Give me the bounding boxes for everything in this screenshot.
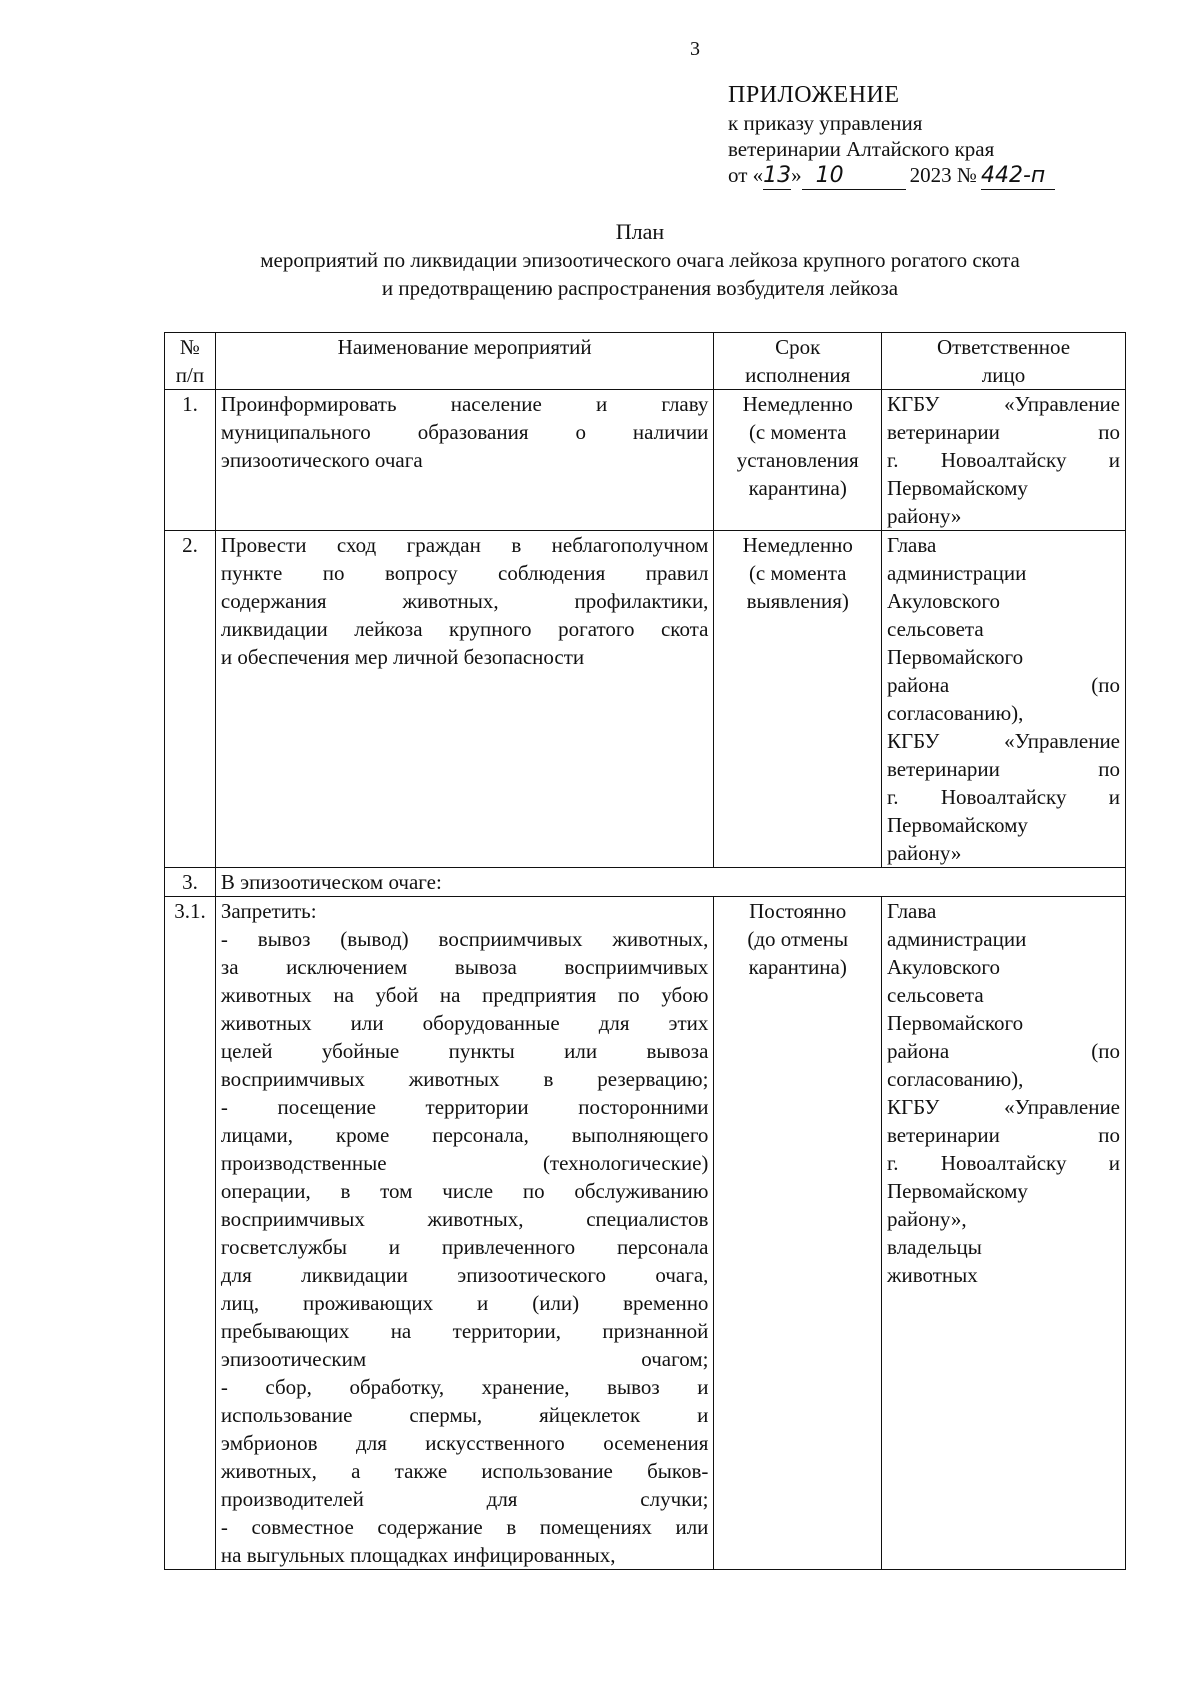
name-line: эпизоотического очага	[220, 448, 423, 472]
date-month: 10	[802, 163, 906, 190]
appendix-line-1: к приказу управления	[728, 111, 923, 135]
table-body	[165, 390, 1126, 1570]
name-line: - вывоз (вывод) восприимчивых животных,	[220, 927, 709, 951]
header-num	[165, 333, 216, 390]
term-line: Постоянно	[749, 899, 847, 923]
appendix-title: ПРИЛОЖЕНИЕ	[728, 82, 900, 108]
header-term	[714, 333, 882, 390]
resp-line: сельсовета	[887, 983, 984, 1007]
name-line: за исключением вывоза восприимчивых	[220, 955, 709, 979]
resp-line: Первомайскому	[887, 813, 1028, 837]
name-line: муниципального образования о наличии	[220, 420, 709, 444]
header-num-line-1: №	[179, 335, 200, 359]
name-line: для ликвидации эпизоотического очага,	[220, 1263, 709, 1287]
date-prefix: от «	[728, 163, 764, 187]
term-line: Немедленно	[742, 533, 853, 557]
resp-line: администрации	[887, 927, 1027, 951]
name-line: пункте по вопросу соблюдения правил	[220, 561, 709, 585]
name-line: ликвидации лейкоза крупного рогатого скота	[220, 617, 709, 641]
resp-line: Акуловского	[887, 955, 1000, 979]
deadline	[714, 897, 882, 1570]
table-header-row	[165, 333, 1126, 390]
resp-line: Первомайскому	[887, 476, 1028, 500]
responsible	[882, 390, 1126, 531]
resp-line: согласованию),	[887, 1067, 1024, 1091]
deadline	[714, 531, 882, 868]
appendix-line-2: ветеринарии Алтайского края	[728, 137, 995, 161]
order-number: 442-п	[981, 163, 1055, 190]
table-row	[165, 897, 1126, 1570]
name-line: использование спермы, яйцеклеток и	[220, 1403, 709, 1427]
header-resp-line-1: Ответственное	[936, 335, 1071, 359]
measure-name	[215, 897, 714, 1570]
term-line: карантина)	[748, 476, 847, 500]
name-line: восприимчивых животных в резервацию;	[220, 1067, 709, 1091]
plan-subtitle-line-1: мероприятий по ликвидации эпизоотического очага лейкоза крупного рогатого скота	[260, 248, 1020, 272]
page-number: 3	[690, 38, 700, 60]
table-row	[165, 390, 1126, 531]
resp-line: КГБУ «Управление	[887, 1095, 1120, 1119]
name-line: Запретить:	[220, 899, 317, 923]
row-number: 3.	[165, 868, 216, 897]
resp-line: г. Новоалтайску и	[887, 448, 1120, 472]
resp-line: района (по	[887, 1039, 1120, 1063]
name-line: на выгульных площадках инфицированных,	[220, 1543, 616, 1567]
name-line: лиц, проживающих и (или) временно	[220, 1291, 709, 1315]
resp-line: ветеринарии по	[887, 757, 1120, 781]
term-line: (до отмены	[747, 927, 849, 951]
resp-line: согласованию),	[887, 701, 1024, 725]
date-day: 13	[763, 163, 792, 188]
plan-subtitle-line-2: и предотвращению распространения возбудителя лейкоза	[381, 276, 899, 300]
resp-line: КГБУ «Управление	[887, 392, 1120, 416]
measure-name	[215, 390, 714, 531]
term-line: выявления)	[746, 589, 849, 613]
name-line: восприимчивых животных, специалистов	[220, 1207, 709, 1231]
name-line: пребывающих на территории, признанной	[220, 1319, 709, 1343]
resp-line: животных	[887, 1263, 978, 1287]
header-name: Наименование мероприятий	[215, 333, 714, 390]
resp-line: владельцы	[887, 1235, 982, 1259]
header-resp-line-2: лицо	[981, 363, 1026, 387]
resp-line: администрации	[887, 561, 1027, 585]
name-line: - сбор, обработку, хранение, вывоз и	[220, 1375, 709, 1399]
date-year: 2023 №	[909, 163, 977, 187]
section-title: В эпизоотическом очаге:	[215, 868, 1125, 897]
row-number: 2.	[165, 531, 216, 868]
resp-line: г. Новоалтайску и	[887, 1151, 1120, 1175]
resp-line: сельсовета	[887, 617, 984, 641]
name-line: производственные (технологические)	[220, 1151, 709, 1175]
name-line: эпизоотическим очагом;	[220, 1347, 709, 1371]
appendix-date-line	[728, 162, 1148, 190]
resp-line: района (по	[887, 673, 1120, 697]
responsible	[882, 531, 1126, 868]
name-line: Проинформировать население и главу	[220, 392, 709, 416]
name-line: лицами, кроме персонала, выполняющего	[220, 1123, 709, 1147]
name-line: Провести сход граждан в неблагополучном	[220, 533, 709, 557]
plan-heading	[160, 218, 1120, 302]
header-resp	[882, 333, 1126, 390]
resp-line: району»,	[887, 1207, 967, 1231]
plan-title: План	[615, 219, 665, 244]
header-num-line-2: п/п	[175, 363, 205, 387]
name-line: госветслужбы и привлеченного персонала	[220, 1235, 709, 1259]
term-line: установления	[736, 448, 859, 472]
term-line: карантина)	[748, 955, 847, 979]
name-line: животных или оборудованные для этих	[220, 1011, 709, 1035]
header-term-line-1: Срок	[775, 335, 821, 359]
plan-table	[164, 332, 1126, 1570]
name-line: животных, а также использование быков-	[220, 1459, 709, 1483]
resp-line: Глава	[887, 533, 937, 557]
measure-name	[215, 531, 714, 868]
table-row	[165, 531, 1126, 868]
name-line: - посещение территории посторонними	[220, 1095, 709, 1119]
resp-line: Первомайского	[887, 1011, 1024, 1035]
resp-line: ветеринарии по	[887, 1123, 1120, 1147]
deadline	[714, 390, 882, 531]
name-line: целей убойные пункты или вывоза	[220, 1039, 709, 1063]
date-mid: »	[791, 163, 802, 187]
responsible	[882, 897, 1126, 1570]
term-line: Немедленно	[742, 392, 853, 416]
name-line: и обеспечения мер личной безопасности	[220, 645, 585, 669]
name-line: операции, в том числе по обслуживанию	[220, 1179, 709, 1203]
name-line: содержания животных, профилактики,	[220, 589, 709, 613]
resp-line: г. Новоалтайску и	[887, 785, 1120, 809]
name-line: производителей для случки;	[220, 1487, 709, 1511]
term-line: (с момента	[748, 420, 847, 444]
row-number: 3.1.	[165, 897, 216, 1570]
term-line: (с момента	[748, 561, 847, 585]
resp-line: району»	[887, 504, 962, 528]
resp-line: району»	[887, 841, 962, 865]
name-line: - совместное содержание в помещениях или	[220, 1515, 709, 1539]
appendix-block	[728, 80, 1148, 190]
resp-line: КГБУ «Управление	[887, 729, 1120, 753]
name-line: животных на убой на предприятия по убою	[220, 983, 709, 1007]
name-line: эмбрионов для искусственного осеменения	[220, 1431, 709, 1455]
resp-line: ветеринарии по	[887, 420, 1120, 444]
table-row	[165, 868, 1126, 897]
header-term-line-2: исполнения	[745, 363, 851, 387]
resp-line: Акуловского	[887, 589, 1000, 613]
resp-line: Первомайского	[887, 645, 1024, 669]
resp-line: Глава	[887, 899, 937, 923]
resp-line: Первомайскому	[887, 1179, 1028, 1203]
row-number: 1.	[165, 390, 216, 531]
